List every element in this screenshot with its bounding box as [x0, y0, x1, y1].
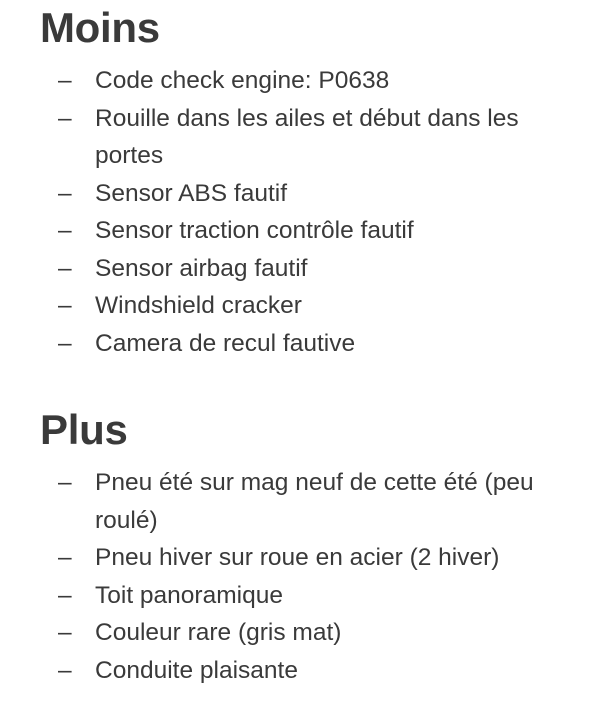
dash-bullet: –	[58, 292, 72, 319]
list-item	[40, 100, 593, 175]
plus-section	[40, 402, 593, 689]
dash-bullet: –	[58, 179, 72, 207]
list-item-text: Sensor ABS fautif	[95, 179, 288, 207]
list-item	[40, 577, 593, 615]
list-item-text: Couleur rare (gris mat)	[95, 619, 342, 646]
plus-heading: Plus	[40, 406, 128, 453]
dash-bullet: –	[58, 544, 72, 571]
list-item	[40, 464, 593, 539]
list-item	[40, 287, 593, 325]
list-item	[40, 539, 593, 577]
dash-bullet: –	[58, 254, 72, 282]
list-item-text: Camera de recul fautive	[95, 329, 356, 357]
dash-bullet: –	[58, 104, 72, 132]
list-item	[40, 325, 593, 363]
list-item-text: Pneu hiver sur roue en acier (2 hiver)	[95, 544, 500, 571]
moins-list	[40, 62, 593, 362]
dash-bullet: –	[58, 656, 72, 684]
dash-bullet: –	[58, 581, 72, 609]
list-item-text: Toit panoramique	[95, 581, 283, 609]
moins-heading: Moins	[40, 4, 160, 51]
list-item	[40, 652, 593, 690]
list-item	[40, 212, 593, 250]
list-item-text: Pneu été sur mag neuf de cette été (peu roulé)	[95, 469, 534, 534]
list-item	[40, 614, 593, 652]
list-item-text: Sensor traction contrôle fautif	[95, 217, 414, 244]
dash-bullet: –	[58, 329, 72, 357]
list-item-text: Rouille dans les ailes et début dans les portes	[95, 104, 519, 169]
dash-bullet: –	[58, 217, 72, 244]
list-item-text: Windshield cracker	[95, 292, 302, 319]
dash-bullet: –	[58, 67, 72, 94]
dash-bullet: –	[58, 469, 72, 496]
list-item-text: Code check engine: P0638	[95, 67, 390, 94]
plus-list	[40, 464, 593, 689]
list-item	[40, 62, 593, 100]
moins-section	[40, 0, 593, 362]
list-item-text: Conduite plaisante	[95, 656, 298, 684]
dash-bullet: –	[58, 619, 72, 646]
list-item-text: Sensor airbag fautif	[95, 254, 308, 282]
list-item	[40, 175, 593, 213]
list-item	[40, 250, 593, 288]
